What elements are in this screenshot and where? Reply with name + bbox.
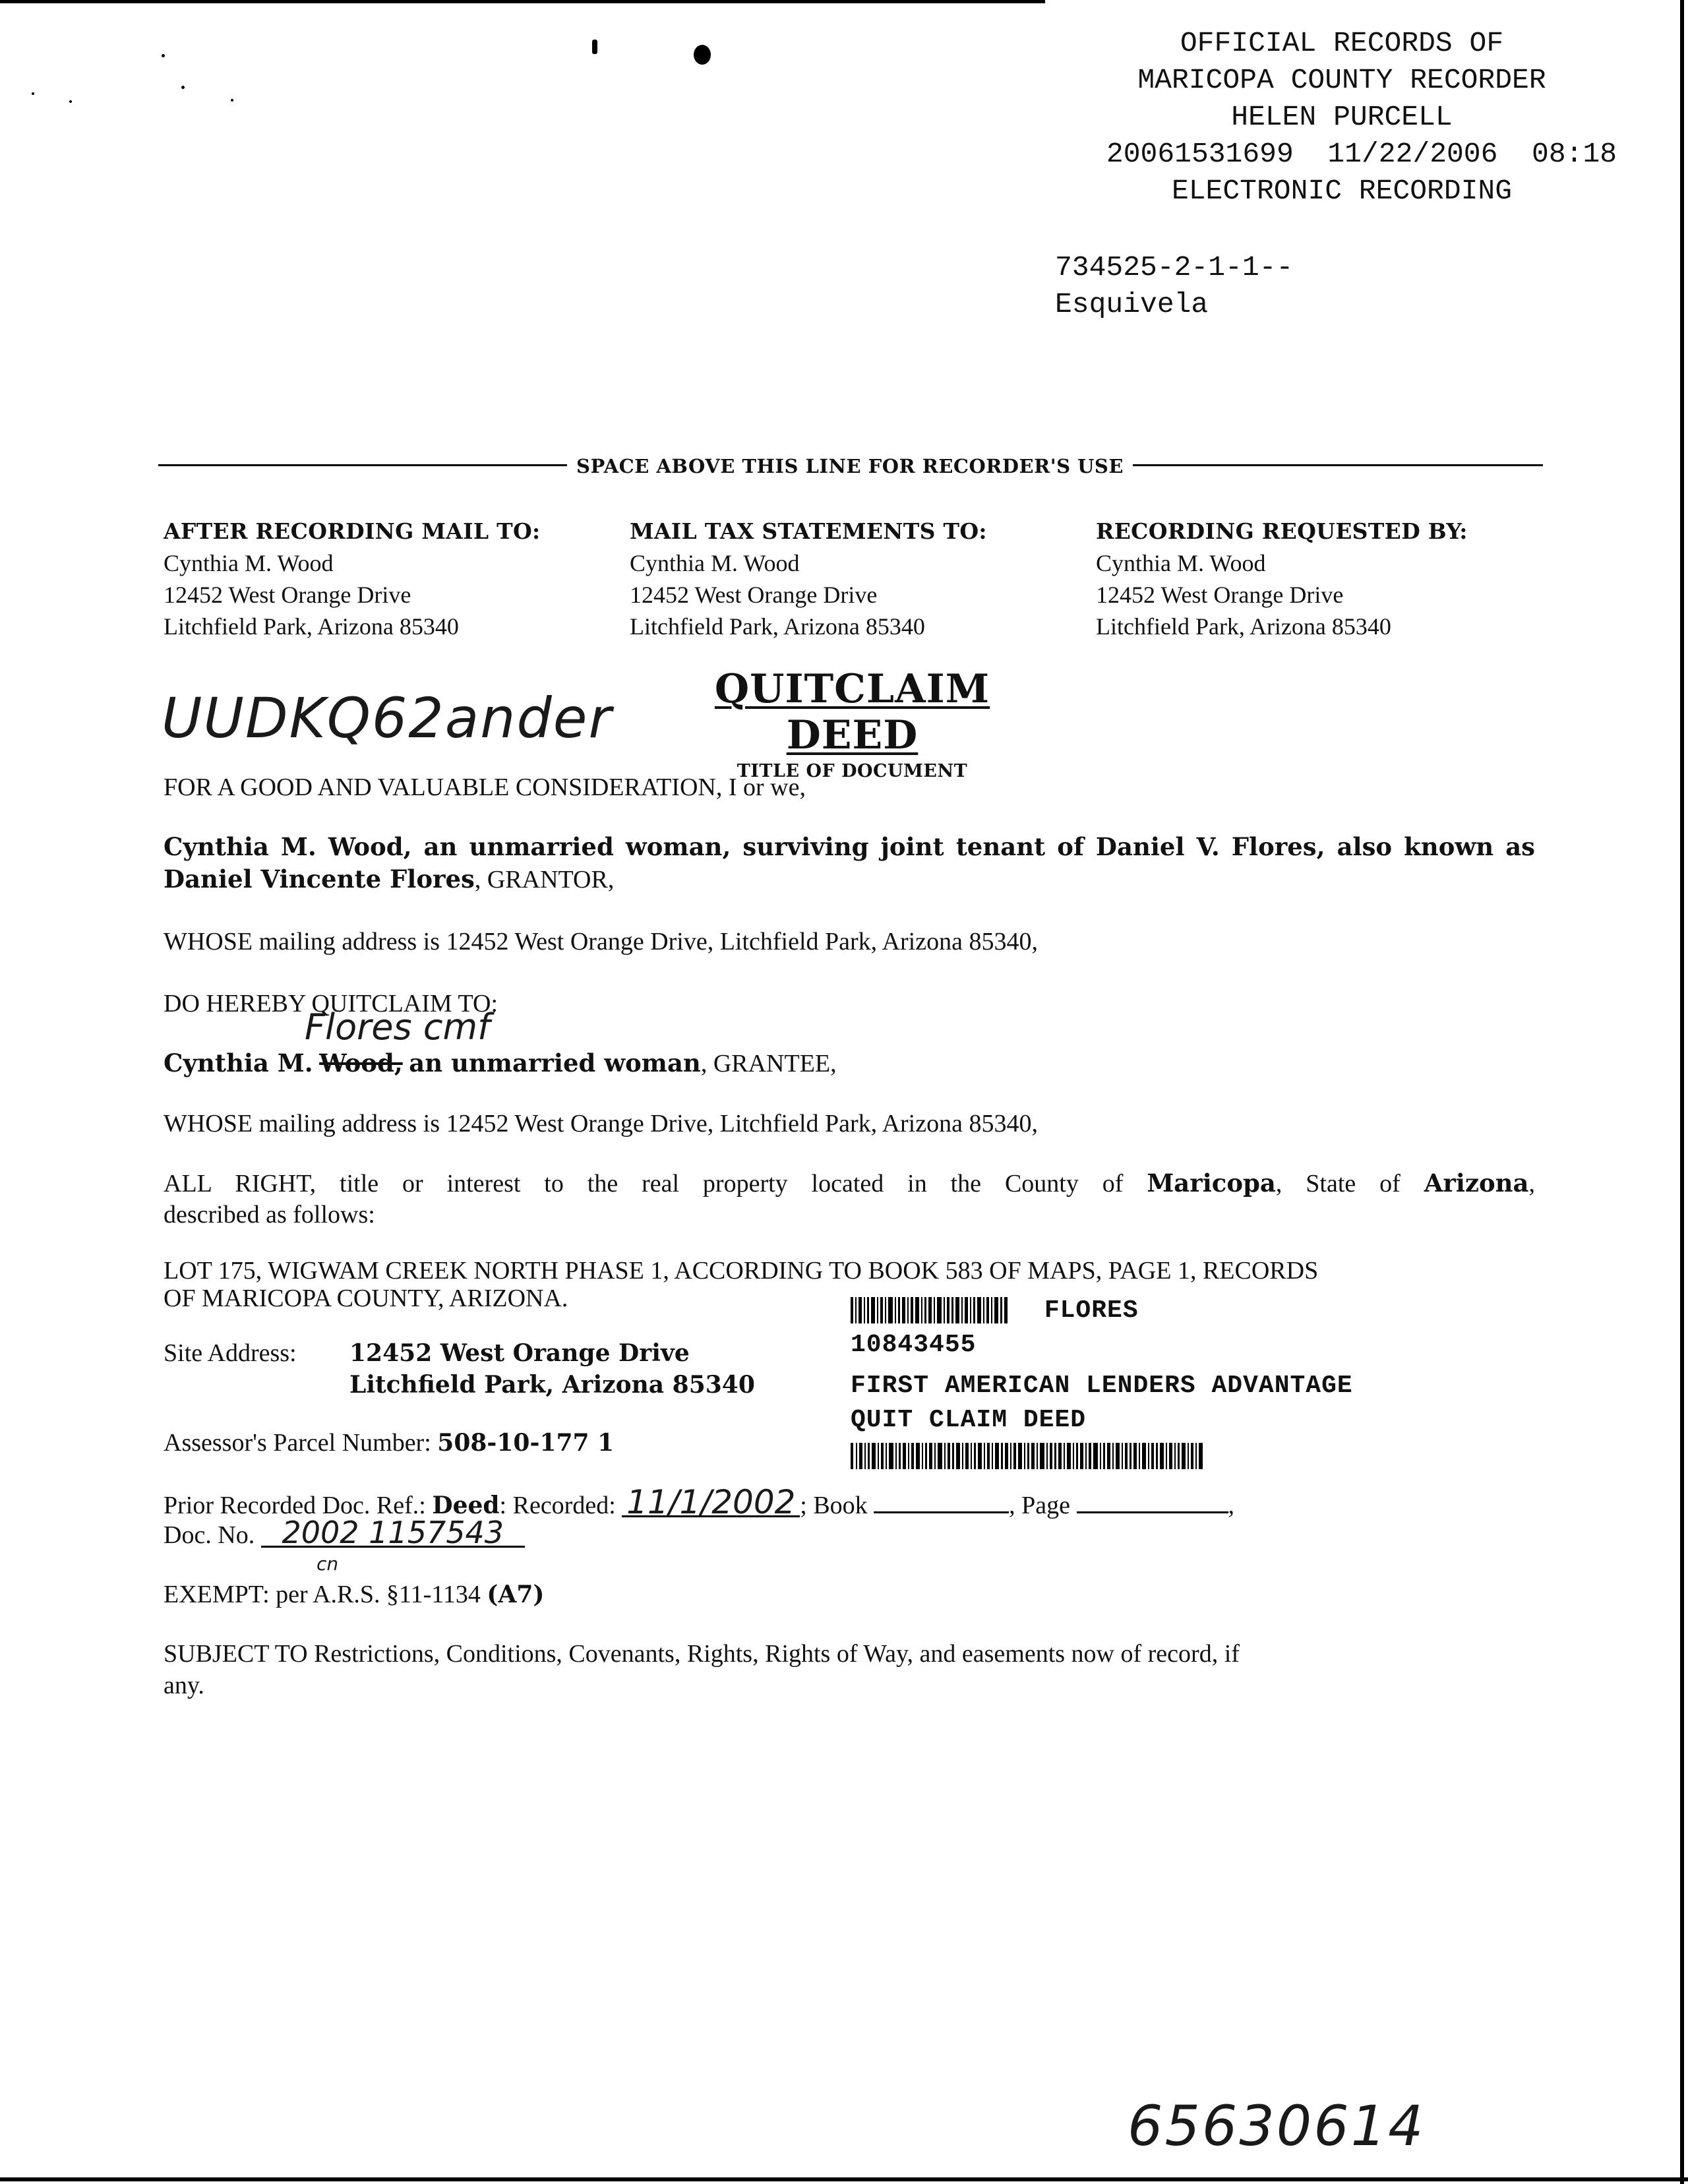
document-title: QUITCLAIM DEED	[714, 666, 990, 758]
ref-name: Esquivela	[1055, 288, 1209, 320]
stamp-number: 10843455	[851, 1331, 977, 1359]
described-as-follows: described as follows:	[164, 1201, 375, 1228]
site-address-line: 12452 West Orange Drive	[349, 1339, 690, 1367]
recording-reference	[1055, 249, 1293, 323]
scan-bottom-border	[0, 2177, 1688, 2181]
address-heading: AFTER RECORDING MAIL TO:	[164, 518, 541, 544]
ref-number: 734525-2-1-1--	[1055, 251, 1294, 284]
state-name: Arizona	[1424, 1168, 1529, 1198]
consideration-line: FOR A GOOD AND VALUABLE CONSIDERATION, I or we,	[164, 774, 806, 801]
doc-no-label: Doc. No.	[164, 1521, 255, 1549]
recorder-line: OFFICIAL RECORDS OF	[1180, 27, 1504, 59]
recorder-line: HELEN PURCELL	[1231, 101, 1453, 133]
scan-top-border	[0, 0, 1045, 3]
scan-right-border	[1680, 0, 1684, 2184]
address-city: Litchfield Park, Arizona 85340	[630, 613, 925, 640]
site-address-line: Litchfield Park, Arizona 85340	[349, 1371, 755, 1399]
address-block-tax-statements	[630, 516, 1078, 642]
address-name: Cynthia M. Wood	[1096, 550, 1266, 576]
grantee-first-name: Cynthia M.	[164, 1048, 313, 1077]
document-title-caption: TITLE OF DOCUMENT	[737, 761, 968, 781]
barcode-small-icon	[851, 1297, 1009, 1323]
site-address-value	[349, 1337, 755, 1401]
scan-speck	[592, 40, 597, 54]
stamp-name: FLORES	[1044, 1296, 1139, 1325]
page-label: , Page	[1009, 1492, 1071, 1519]
exempt-code: (A7)	[487, 1581, 545, 1608]
grantee-struck-surname: Wood,	[319, 1048, 403, 1077]
handwritten-initials: cn	[316, 1553, 339, 1575]
subject-to-line-2: any.	[164, 1672, 204, 1699]
address-block-requested-by	[1096, 516, 1544, 642]
grantor-paragraph	[164, 831, 1535, 895]
exempt-line	[164, 1579, 544, 1610]
stamp-doc-type: QUIT CLAIM DEED	[851, 1406, 1087, 1434]
apn-label: Assessor's Parcel Number:	[164, 1429, 431, 1457]
stamp-barcode-row	[851, 1294, 1353, 1328]
address-name: Cynthia M. Wood	[164, 550, 334, 576]
subject-to-line-1: SUBJECT TO Restrictions, Conditions, Covenants, Rights, Rights of Way, and easements now of record, if	[164, 1640, 1240, 1668]
scan-speck	[231, 99, 233, 102]
recording-number-date: 20061531699 11/22/2006 08:18	[1106, 138, 1617, 170]
address-street: 12452 West Orange Drive	[1096, 582, 1344, 608]
recorded-date-fill: 11/1/2002	[622, 1489, 800, 1517]
scan-speck	[181, 86, 185, 89]
county-name: Maricopa	[1147, 1168, 1276, 1198]
legal-description-line-2: OF MARICOPA COUNTY, ARIZONA.	[164, 1285, 568, 1312]
scan-speck	[32, 92, 34, 95]
all-right-text: ALL RIGHT, title or interest to the real property located in the County of	[164, 1170, 1124, 1198]
quitclaim-to-line: DO HEREBY QUITCLAIM TO:	[164, 990, 498, 1017]
book-label: ; Book	[800, 1492, 868, 1519]
prior-recorded-label: : Recorded:	[499, 1492, 616, 1519]
stamp-company: FIRST AMERICAN LENDERS ADVANTAGE	[851, 1372, 1353, 1400]
legal-description-line-1: LOT 175, WIGWAM CREEK NORTH PHASE 1, ACCORDING TO BOOK 583 OF MAPS, PAGE 1, RECORDS	[164, 1257, 1319, 1285]
barcode-long-icon	[851, 1443, 1203, 1469]
punctuation: ,	[1528, 1170, 1536, 1198]
grantee-status: an unmarried woman	[409, 1048, 701, 1077]
address-street: 12452 West Orange Drive	[164, 582, 411, 608]
address-city: Litchfield Park, Arizona 85340	[1096, 613, 1391, 640]
grantee-label: , GRANTEE,	[700, 1050, 837, 1077]
handwritten-margin-note: UUDKQ62ander	[162, 686, 613, 750]
scan-speck	[69, 100, 72, 103]
exempt-text: EXEMPT: per A.R.S. §11-1134	[164, 1581, 481, 1608]
grantor-address: WHOSE mailing address is 12452 West Orange Drive, Litchfield Park, Arizona 85340,	[164, 928, 1038, 956]
apn-value: 508-10-177 1	[437, 1429, 615, 1457]
prior-end: ,	[1228, 1492, 1235, 1519]
scan-speck	[162, 54, 165, 57]
recorder-use-note: SPACE ABOVE THIS LINE FOR RECORDER'S USE	[567, 455, 1133, 477]
all-right-line	[164, 1167, 1535, 1199]
scan-speck	[694, 45, 711, 65]
handwritten-grantee-correction: Flores cmf	[305, 1006, 491, 1048]
doc-no-line	[164, 1515, 525, 1551]
recorder-line: ELECTRONIC RECORDING	[1171, 175, 1513, 207]
address-heading: MAIL TAX STATEMENTS TO:	[630, 518, 987, 544]
grantor-label: , GRANTOR,	[474, 866, 615, 894]
recorder-stamp-block	[1015, 25, 1668, 210]
address-city: Litchfield Park, Arizona 85340	[164, 613, 459, 640]
book-blank	[874, 1488, 1009, 1513]
address-heading: RECORDING REQUESTED BY:	[1096, 518, 1468, 544]
doc-no-fill: 2002 1157543	[261, 1519, 525, 1548]
grantee-address: WHOSE mailing address is 12452 West Orange Drive, Litchfield Park, Arizona 85340,	[164, 1110, 1038, 1138]
title-company-stamp	[851, 1294, 1353, 1472]
address-street: 12452 West Orange Drive	[630, 582, 878, 608]
state-of-text: , State of	[1275, 1170, 1401, 1198]
grantee-paragraph	[164, 1047, 1535, 1079]
recorder-line: MARICOPA COUNTY RECORDER	[1137, 64, 1546, 96]
handwritten-bottom-number: 65630614	[1128, 2094, 1426, 2158]
grantor-name: Cynthia M. Wood, an unmarried woman, surviving joint tenant of Daniel V. Flores, also known as Daniel Vincente Flores	[164, 832, 1535, 894]
prior-deed: Deed	[432, 1492, 500, 1519]
apn-line	[164, 1427, 614, 1459]
prior-label: Prior Recorded Doc. Ref.:	[164, 1492, 426, 1519]
address-block-mail-to	[164, 516, 612, 642]
site-address-label: Site Address:	[164, 1339, 297, 1367]
address-name: Cynthia M. Wood	[630, 550, 800, 576]
document-title-block	[649, 666, 1055, 781]
page-blank	[1077, 1488, 1228, 1513]
